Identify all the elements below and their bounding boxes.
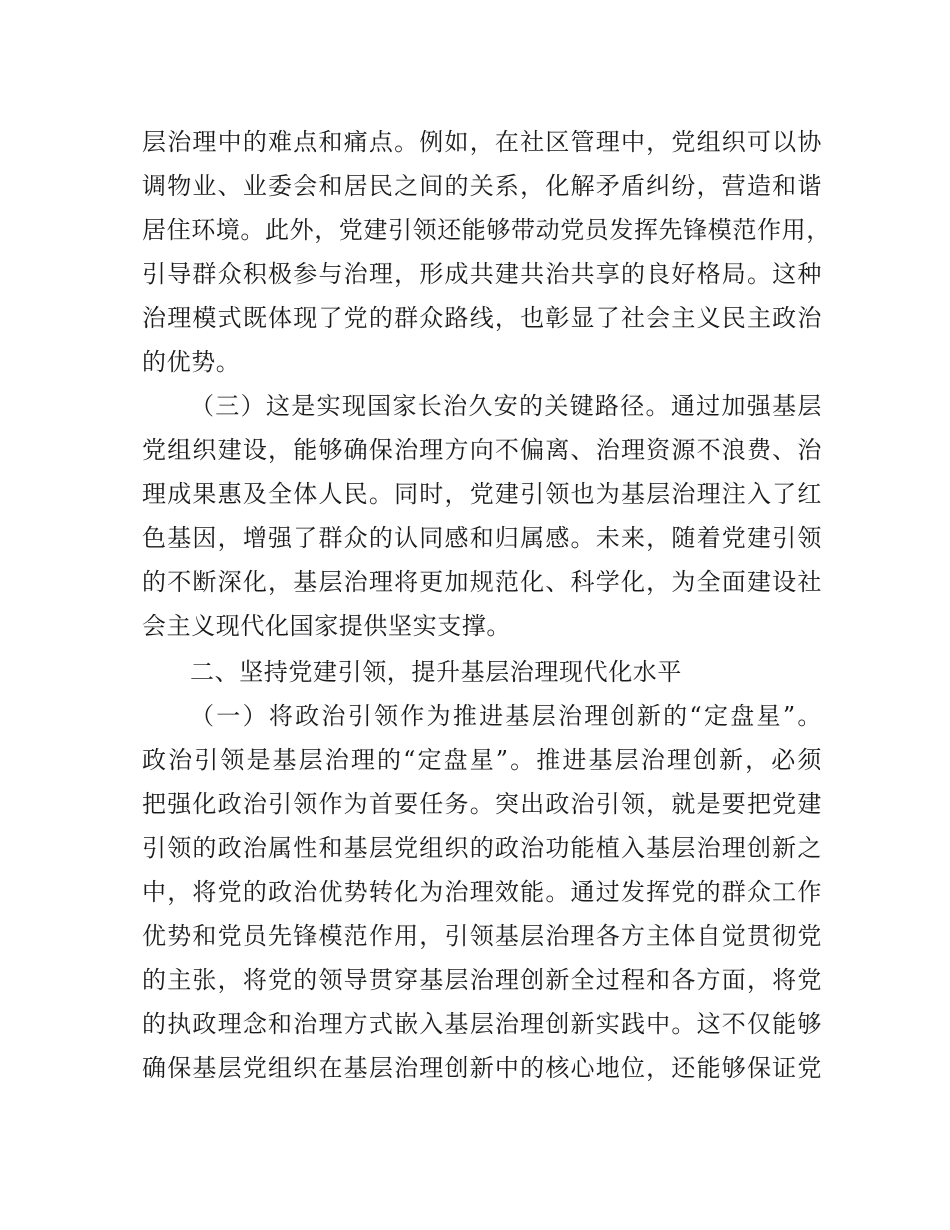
- text-line: 的不断深化，基层治理将更加规范化、科学化，为全面建设社: [142, 568, 822, 596]
- text-line: 的优势。: [142, 348, 241, 376]
- text-line: 二、坚持党建引领，提升基层治理现代化水平: [190, 658, 682, 686]
- text-line: 确保基层党组织在基层治理创新中的核心地位，还能够保证党: [142, 1054, 822, 1082]
- text-line: 理成果惠及全体人民。同时，党建引领也为基层治理注入了红: [142, 480, 822, 508]
- text-line: （三）这是实现国家长治久安的关键路径。通过加强基层: [190, 392, 822, 420]
- text-line: 的执政理念和治理方式嵌入基层治理创新实践中。这不仅能够: [142, 1010, 822, 1038]
- text-line: 把强化政治引领作为首要任务。突出政治引领，就是要把党建: [142, 790, 822, 818]
- text-line: 中，将党的政治优势转化为治理效能。通过发挥党的群众工作: [142, 878, 822, 906]
- text-line: 引导群众积极参与治理，形成共建共治共享的良好格局。这种: [142, 260, 822, 288]
- text-line: 色基因，增强了群众的认同感和归属感。未来，随着党建引领: [142, 524, 822, 552]
- text-line: 治理模式既体现了党的群众路线，也彰显了社会主义民主政治: [142, 304, 822, 332]
- text-line: 党组织建设，能够确保治理方向不偏离、治理资源不浪费、治: [142, 436, 822, 464]
- text-line: 政治引领是基层治理的“定盘星”。推进基层治理创新，必须: [142, 746, 822, 774]
- text-line: （一）将政治引领作为推进基层治理创新的“定盘星”。: [190, 702, 822, 730]
- text-line: 会主义现代化国家提供坚实支撑。: [142, 612, 511, 640]
- text-line: 层治理中的难点和痛点。例如，在社区管理中，党组织可以协: [142, 128, 822, 156]
- text-line: 优势和党员先锋模范作用，引领基层治理各方主体自觉贯彻党: [142, 922, 822, 950]
- text-line: 居住环境。此外，党建引领还能够带动党员发挥先锋模范作用，: [142, 216, 831, 244]
- text-line: 调物业、业委会和居民之间的关系，化解矛盾纠纷，营造和谐: [142, 172, 822, 200]
- text-line: 引领的政治属性和基层党组织的政治功能植入基层治理创新之: [142, 834, 822, 862]
- text-line: 的主张，将党的领导贯穿基层治理创新全过程和各方面，将党: [142, 966, 822, 994]
